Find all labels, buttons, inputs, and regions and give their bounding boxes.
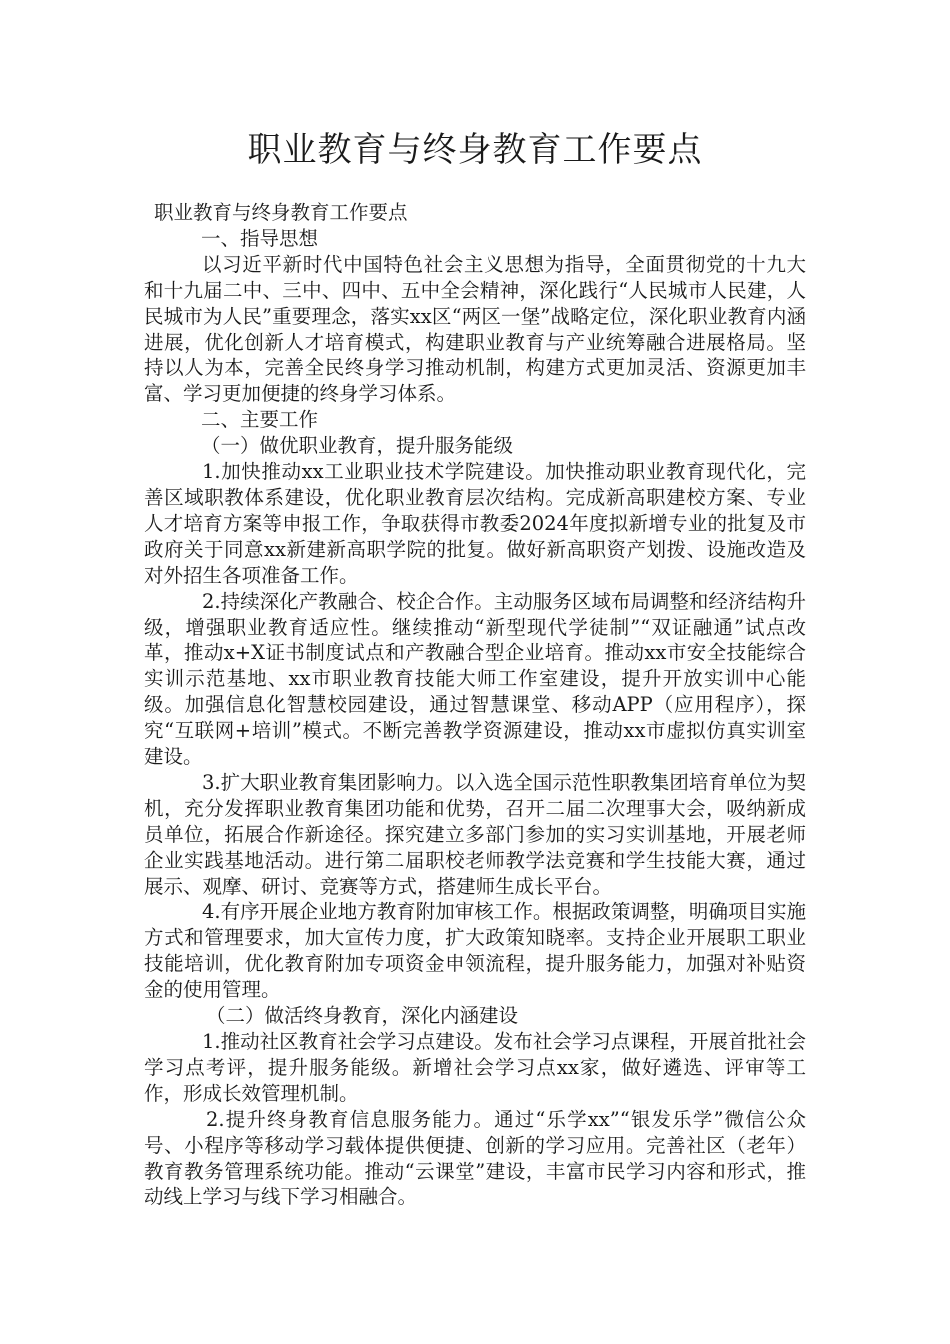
document-title: 职业教育与终身教育工作要点	[247, 130, 703, 170]
section-heading-main-work: 二、主要工作	[201, 408, 319, 432]
section-heading-guiding-ideology: 一、指导思想	[201, 226, 319, 250]
subsection-heading-vocational: （一）做优职业教育，提升服务能级	[201, 434, 514, 458]
paragraph-lifelong-item-2: 2.提升终身教育信息服务能力。通过“乐学xx”“银发乐学”微信公众号、小程序等移动学习载体提供便捷、创新的学习应用。完善社区（老年）教育教务管理系统功能。推动“云课堂”建设，丰富市民学习内容和形式，推动线上学习与线下学习相融合。	[144, 1107, 806, 1209]
paragraph-vocational-item-2: 2.持续深化产教融合、校企合作。主动服务区域布局调整和经济结构升级，增强职业教育适应性。继续推动“新型现代学徒制”“双证融通”试点改革，推动x+X证书制度试点和产教融合型企业培育。推动xx市安全技能综合实训示范基地、xx市职业教育技能大师工作室建设，提升开放实训中心能级。加强信息化智慧校园建设，通过智慧课堂、移动APP（应用程序），探究“互联网+培训”模式。不断完善教学资源建设，推动xx市虚拟仿真实训室建设。	[144, 589, 806, 769]
document-subtitle: 职业教育与终身教育工作要点	[154, 201, 408, 224]
paragraph-guiding-ideology: 以习近平新时代中国特色社会主义思想为指导，全面贯彻党的十九大和十九届二中、三中、四中、五中全会精神，深化践行“人民城市人民建，人民城市为人民”重要理念，落实xx区“两区一堡”战略定位，深化职业教育内涵进展，优化创新人才培育模式，构建职业教育与产业统筹融合进展格局。坚持以人为本，完善全民终身学习推动机制，构建方式更加灵活、资源更加丰富、学习更加便捷的终身学习体系。	[144, 252, 806, 406]
paragraph-vocational-item-3: 3.扩大职业教育集团影响力。以入选全国示范性职教集团培育单位为契机，充分发挥职业教育集团功能和优势，召开二届二次理事大会，吸纳新成员单位，拓展合作新途径。探究建立多部门参加的实习实训基地，开展老师企业实践基地活动。进行第二届职校老师教学法竞赛和学生技能大赛，通过展示、观摩、研讨、竞赛等方式，搭建师生成长平台。	[144, 770, 806, 898]
paragraph-lifelong-item-1: 1.推动社区教育社会学习点建设。发布社会学习点课程，开展首批社会学习点考评，提升服务能级。新增社会学习点xx家，做好遴选、评审等工作，形成长效管理机制。	[144, 1030, 806, 1105]
subsection-heading-lifelong: （二）做活终身教育，深化内涵建设	[206, 1004, 519, 1028]
paragraph-vocational-item-1: 1.加快推动xx工业职业技术学院建设。加快推动职业教育现代化，完善区域职教体系建设，优化职业教育层次结构。完成新高职建校方案、专业人才培育方案等申报工作，争取获得市教委2024年度拟新增专业的批复及市政府关于同意xx新建新高职学院的批复。做好新高职资产划拨、设施改造及对外招生各项准备工作。	[144, 460, 806, 587]
document-body	[144, 200, 806, 1210]
paragraph-vocational-item-4: 4.有序开展企业地方教育附加审核工作。根据政策调整，明确项目实施方式和管理要求，加大宣传力度，扩大政策知晓率。支持企业开展职工职业技能培训，优化教育附加专项资金申领流程，提升服务能力，加强对补贴资金的使用管理。	[144, 900, 806, 1002]
